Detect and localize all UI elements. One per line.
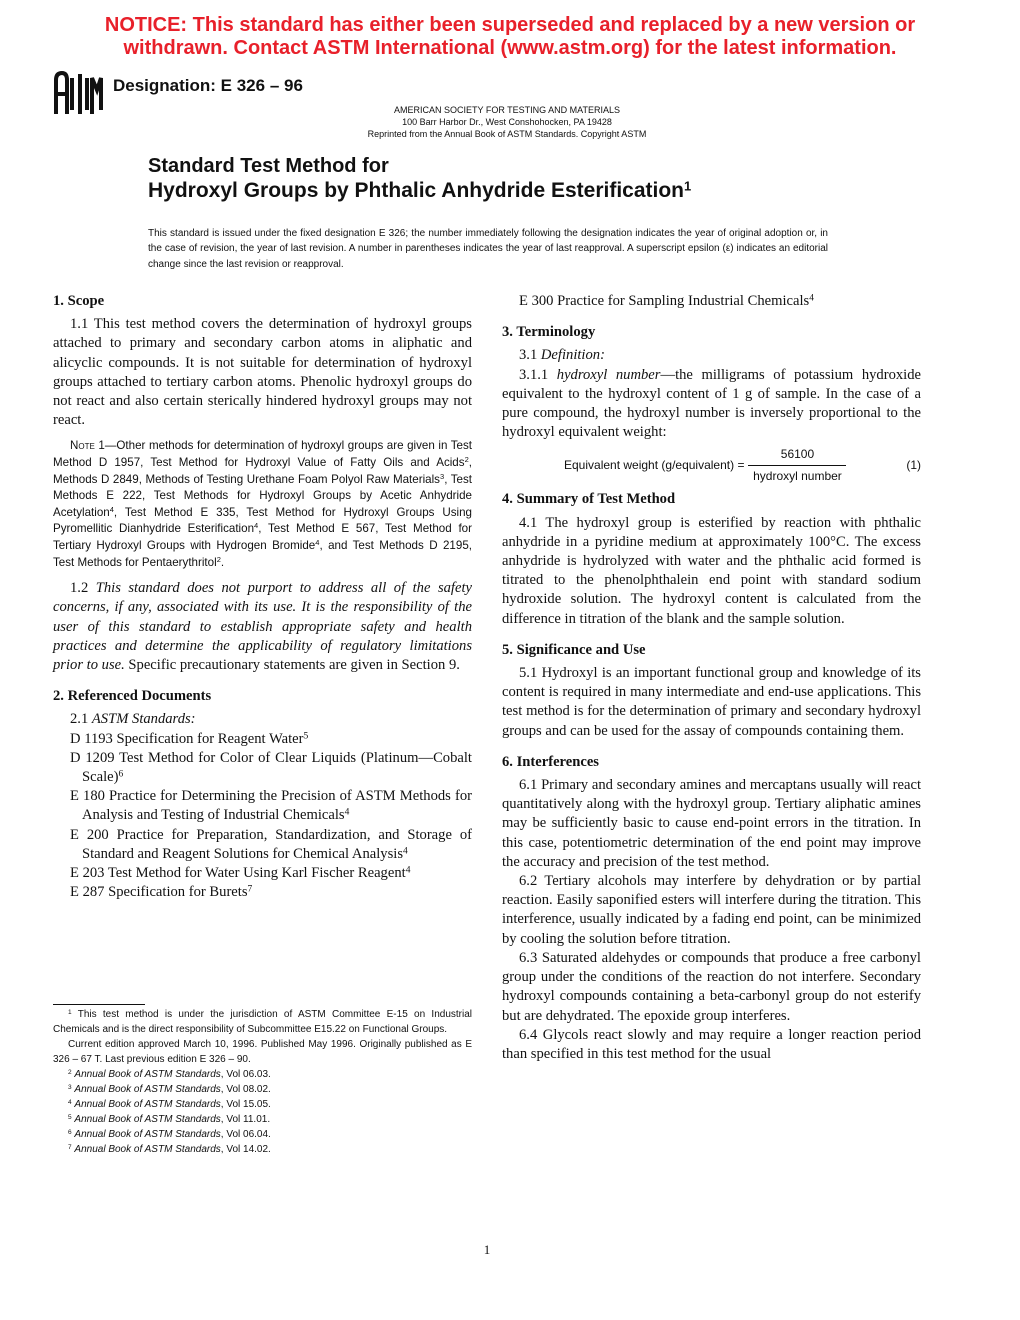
text-run: 3.1.1 xyxy=(519,366,557,383)
footnote-ref: 7 xyxy=(247,884,253,895)
supersession-notice xyxy=(0,14,1020,60)
italic-text: Annual Book of ASTM Standards xyxy=(74,1144,221,1155)
text-run: , Vol 11.01. xyxy=(220,1114,271,1125)
footnote-ref: 4 xyxy=(254,521,259,531)
footnote-ref: 4 xyxy=(344,807,350,818)
text-run: 6.1 Primary and secondary amines and mercaptans usually will react quantitatively along with the hydroxyl group. Tertiary aliphatic amines may be sufficiently basic to cause end-point errors in the titration. In this case, potentiometric determination of the end point may improve the accuracy and precision of the test method. xyxy=(502,777,921,870)
reference-item xyxy=(53,826,472,864)
note-label: Note xyxy=(70,439,95,453)
reference-item xyxy=(53,864,472,883)
reference-item xyxy=(53,787,472,825)
italic-text: hydroxyl number xyxy=(556,366,661,383)
text-run: Current edition approved March 10, 1996. Published May 1996. Originally published as E 326 – 67 T. Last previous edition E 326 – 90. xyxy=(53,1039,472,1065)
document-title xyxy=(148,154,691,204)
issuance-statement: This standard is issued under the fixed designation E 326; the number immediately following the designation indicates the year of original adoption or, in the case of revision, the year of last revision. A number in parentheses indicates the year of last reapproval. A superscript epsilon (ε) indicates an editorial change since the last revision or reapproval. xyxy=(148,228,828,270)
text-run: 4.1 The hydroxyl group is esterified by reaction with phthalic anhydride in a pyridine medium at approximately 100°C. The excess anhydride is hydrolyzed with water and the phthalic acid formed is titrated to the phenolphthalein end point with standard sodium hydroxide solution. The hydroxyl content is calculated from the difference in titration of the blank and the sample solution. xyxy=(502,514,921,627)
paragraph xyxy=(53,315,472,430)
text-run: E 200 Practice for Preparation, Standardization, and Storage of Standard and Reagent Solutions for Chemical Analysis xyxy=(70,826,472,862)
footnote-ref: 1 xyxy=(684,178,692,194)
footnote xyxy=(53,1007,472,1037)
italic-text: Annual Book of ASTM Standards xyxy=(74,1114,221,1125)
footnote-ref: 3 xyxy=(439,471,445,481)
text-run: , Test Methods E 222, Test Methods for Hydroxyl Groups by Acetic Anhydride Acetylation xyxy=(53,472,472,519)
text-run: . xyxy=(220,555,225,569)
section-heading xyxy=(502,641,921,660)
text-run: —the milligrams of potassium hydroxide equivalent to the hydroxyl content of 1 g of sample. In the case of a pure compound, the hydroxyl number is inversely proportional to the hydroxyl equivalent weight: xyxy=(502,366,921,441)
italic-text: Definition: xyxy=(540,347,605,364)
right-column xyxy=(502,292,921,1064)
text-run: 3.1 xyxy=(519,347,541,364)
fraction xyxy=(748,445,846,486)
left-column xyxy=(53,292,472,902)
text-run: 6.2 Tertiary alcohols may interfere by dehydration or by partial reaction. Easily saponified esters will interfere during the titration. This interference, usually indicated by a fading end point, can be minimized by cooling the solution before titration. xyxy=(502,873,921,947)
italic-text: Annual Book of ASTM Standards xyxy=(74,1129,221,1140)
text-run: 1. Scope xyxy=(53,293,105,309)
footnote-ref: 4 xyxy=(315,538,320,548)
text-run: , Vol 06.03. xyxy=(220,1069,271,1080)
text-run: , Vol 06.04. xyxy=(220,1129,271,1140)
numerator: 56100 xyxy=(748,445,846,466)
section-heading xyxy=(502,753,921,772)
text-run: 2. Referenced Documents xyxy=(53,688,212,705)
footnote-ref: 7 xyxy=(68,1143,72,1151)
text-run: , Test Method E 567, Test Method for Tertiary Hydroxyl Groups with Hydrogen Bromide xyxy=(53,522,472,552)
text-run: 1—Other methods for determination of hydroxyl groups are given in Test Method D 1957, Test Method for Hydroxyl Value of Fatty Oils and Acids xyxy=(53,439,472,470)
equation-label: Equivalent weight (g/equivalent) = xyxy=(564,457,745,472)
text-run: 5. Significance and Use xyxy=(502,641,646,658)
page-number: 1 xyxy=(483,1242,491,1257)
title-text: Hydroxyl Groups by Phthalic Anhydride Esterification xyxy=(148,179,684,202)
paragraph xyxy=(502,949,921,1026)
text-run: 6.4 Glycols react slowly and may require a longer reaction period than specified in this test method for the usual xyxy=(502,1026,921,1062)
text-run: , Vol 14.02. xyxy=(220,1144,271,1155)
notice-line: NOTICE: This standard has either been superseded and replaced by a new version or xyxy=(104,14,916,36)
reprint-notice: Reprinted from the Annual Book of ASTM Standards. Copyright ASTM xyxy=(367,129,647,139)
note xyxy=(53,438,472,571)
paragraph xyxy=(502,346,921,365)
footnote-ref: 4 xyxy=(809,293,814,304)
footnote-ref: 6 xyxy=(68,1128,72,1136)
denominator: hydroxyl number xyxy=(753,468,842,483)
footnote-ref: 5 xyxy=(68,1113,72,1121)
text-run: This test method is under the jurisdiction of ASTM Committee E-15 on Industrial Chemicals and is the direct responsibility of Subcommittee E15.22 on Functional Groups. xyxy=(53,1009,472,1035)
footnote xyxy=(53,1142,472,1157)
text-run: , Vol 08.02. xyxy=(220,1084,271,1095)
designation: Designation: E 326 – 96 xyxy=(113,76,303,95)
italic-text: This standard does not purport to address all of the safety concerns, if any, associated with its use. It is the responsibility of the user of this standard to establish appropriate safety and health practices and determine the applicability of regulatory limitations prior to use. xyxy=(53,580,472,673)
footnote xyxy=(53,1037,472,1067)
italic-text: Annual Book of ASTM Standards xyxy=(74,1099,221,1110)
text-run: 5.1 Hydroxyl is an important functional group and knowledge of its content is required in many intermediate and end-use applications. This test method is for the determination of primary and secondary hydroxyl groups and can be used for the assay of compounds containing them. xyxy=(502,665,921,739)
paragraph xyxy=(502,664,921,741)
text-run: , Methods D 2849, Methods of Testing Urethane Foam Polyol Raw Materials xyxy=(53,456,472,486)
footnote-ref: 4 xyxy=(403,846,408,857)
text-run: Specific precautionary statements are given in Section 9. xyxy=(124,656,460,673)
footnote-ref: 6 xyxy=(118,769,124,780)
footnote-ref: 4 xyxy=(68,1098,72,1106)
publisher-info xyxy=(330,104,684,140)
paragraph xyxy=(53,579,472,675)
title-line-1: Standard Test Method for xyxy=(148,155,389,177)
footnote xyxy=(53,1127,472,1142)
text-run: 1.2 xyxy=(70,580,96,597)
italic-text: Annual Book of ASTM Standards xyxy=(74,1069,221,1080)
text-run: E 287 Specification for Burets xyxy=(70,884,248,901)
footnote xyxy=(53,1097,472,1112)
paragraph xyxy=(502,776,921,872)
paragraph xyxy=(502,514,921,629)
footnotes xyxy=(53,1004,472,1157)
reference-item xyxy=(53,749,472,787)
society-address: 100 Barr Harbor Dr., West Conshohocken, PA 19428 xyxy=(402,117,612,127)
footnote-ref: 2 xyxy=(68,1068,72,1076)
footnote-ref: 1 xyxy=(68,1008,72,1016)
footnote-ref: 4 xyxy=(109,505,114,515)
text-run: E 203 Test Method for Water Using Karl Fischer Reagent xyxy=(70,865,406,882)
text-run: , and Test Methods D 2195, Test Methods for Pentaerythritol xyxy=(53,538,472,569)
reference-item xyxy=(53,883,472,902)
text-run: 3. Terminology xyxy=(502,324,596,341)
footnote-rule xyxy=(53,1004,145,1005)
section-heading xyxy=(53,292,472,311)
reference-item xyxy=(53,730,472,749)
paragraph xyxy=(502,366,921,443)
paragraph xyxy=(502,872,921,949)
section-heading xyxy=(502,490,921,509)
text-run: E 180 Practice for Determining the Precision of ASTM Methods for Analysis and Testing of Industrial Chemicals xyxy=(70,788,472,824)
footnote-ref: 5 xyxy=(303,730,309,741)
text-run: E 300 Practice for Sampling Industrial Chemicals xyxy=(519,293,810,309)
italic-text: Annual Book of ASTM Standards xyxy=(74,1084,221,1095)
text-run: 2.1 xyxy=(70,711,92,728)
text-run: 4. Summary of Test Method xyxy=(502,491,676,508)
section-heading xyxy=(502,323,921,342)
reference-item xyxy=(502,292,921,311)
text-run: D 1209 Test Method for Color of Clear Liquids (Platinum—Cobalt Scale) xyxy=(70,749,472,785)
footnote-ref: 2 xyxy=(216,554,221,564)
notice-line: withdrawn. Contact ASTM International (www.astm.org) for the latest information. xyxy=(123,37,897,59)
footnote xyxy=(53,1112,472,1127)
footnote xyxy=(53,1067,472,1082)
paragraph xyxy=(502,1026,921,1064)
italic-text: ASTM Standards: xyxy=(91,711,196,728)
equation xyxy=(502,448,921,482)
section-heading xyxy=(53,687,472,706)
society-name: AMERICAN SOCIETY FOR TESTING AND MATERIALS xyxy=(393,105,621,115)
text-run: 6.3 Saturated aldehydes or compounds that produce a free carbonyl group under the conditions of the reaction do not interfere. Secondary hydroxyl compounds containing a beta-carbonyl group do not esterify but are dehydrated. The epoxide group interferes. xyxy=(502,949,921,1024)
text-run: 6. Interferences xyxy=(502,753,599,770)
paragraph xyxy=(53,710,472,729)
footnote-ref: 3 xyxy=(68,1083,72,1091)
footnote-ref: 2 xyxy=(464,455,469,465)
equation-number: (1) xyxy=(906,457,921,472)
text-run: , Test Method E 335, Test Method for Hydroxyl Groups Using Pyromellitic Dianhydride Esterification xyxy=(53,505,472,536)
text-run: D 1193 Specification for Reagent Water xyxy=(70,730,304,747)
footnote xyxy=(53,1082,472,1097)
text-run: , Vol 15.05. xyxy=(220,1099,271,1110)
astm-logo xyxy=(53,70,103,116)
text-run: 1.1 This test method covers the determination of hydroxyl groups attached to primary and secondary carbon atoms in aliphatic and alicyclic compounds. It is not suitable for determination of hydroxyl groups attached to tertiary carbon atoms. Phenolic hydroxyl groups do not react and also certain sterically hindered hydroxyl groups may not react. xyxy=(53,316,472,429)
title-line-2 xyxy=(148,178,691,204)
footnote-ref: 4 xyxy=(405,865,411,876)
